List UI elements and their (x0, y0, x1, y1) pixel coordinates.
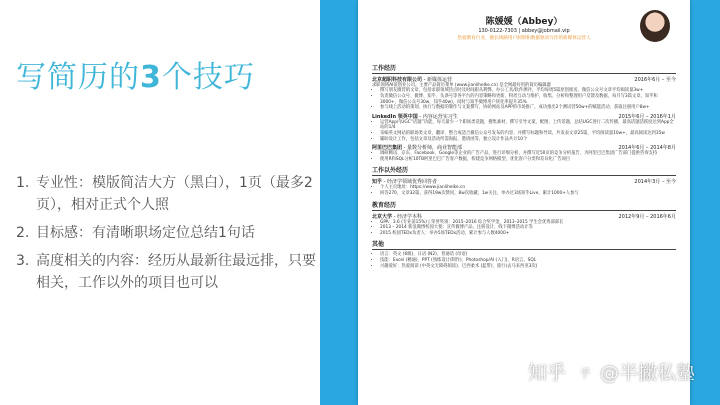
entry-role: - 量数分析师，商业智能部 (402, 145, 462, 152)
entry-header (372, 213, 676, 220)
entry-bullets (372, 151, 676, 162)
entry-org-role (372, 213, 422, 220)
resume-header (358, 0, 690, 60)
bullet-item: • GPA：3.6 (专业前15%) | 荣誉奖项：2015–2016 综合奖学金，2013–2015 学生会优秀部部长 (380, 220, 676, 226)
title-post: 个技巧 (161, 60, 255, 95)
resume-section (372, 239, 676, 269)
bullet-item: • 运营App内UGC“话题”功能，每天最少一个职场类话题，搜集素材、撰写引导文案、配图、上传话题，总结UGC进行二次传播，最高话题活跃度达到App全站的1/4 (380, 120, 676, 131)
resume-tagline: 热爱教育行业，擅长线路用户洞察和数据驱动写作的新媒体运营人 (457, 36, 591, 41)
resume-section (372, 200, 676, 237)
entry-role: - 新媒体运营 (422, 77, 452, 83)
bullet-item: • 负责微信公众号、微博、知乎、头条号等各平台的内容策略和更新，粉丝互动与维护，收集、分析和整理用户反馈及数据，每月写3篇文章，知乎和3000+，微信公众号30w，知乎40w)，同时与知乎微博用户转化率提升35% (380, 94, 676, 105)
entry-org: 阿里巴巴集团 (372, 145, 403, 152)
bullet-item: • 撰写朋友圈营销文章，包括求职领域热点时及时间跟从利弊、办公工具/软件测评，平均每周5篇原创推送，微信公众号文章平均阅读量3w+ (380, 88, 676, 94)
bullet-item: • 兴趣爱好：热爱阅读 (中英文无障碍阅读)、巴西柔术 (蓝带)、旅行(去马来西亚3次) (380, 264, 676, 270)
tip-text: 目标感：有清晰职场定位总结1句话 (36, 225, 255, 241)
section-title: 工作以外经历 (372, 165, 676, 176)
tip-number: 2. (16, 225, 30, 241)
entry-org: LinkedIn 领英中国 (372, 113, 418, 120)
entry-org: 北京超职科技有限公司 (372, 77, 423, 83)
entry-header (372, 113, 676, 120)
tip-number: 1. (16, 175, 30, 191)
watermark (528, 358, 695, 385)
experience-entry (372, 113, 676, 142)
bullet-item: • 语言：英文 (6级)、日语 (N2)、普通话 (母语) (380, 252, 676, 258)
tip-item (16, 222, 316, 244)
entry-header (372, 76, 676, 83)
watermark-platform: 知乎 (528, 362, 567, 384)
watermark-author: @半撇私塾 (600, 362, 696, 384)
entry-org: 知乎 (372, 179, 383, 186)
bullet-item: • 个人主页地址：https://www.jianlihelke.cn (380, 185, 676, 191)
bullet-item: • 2013 – 2014 新浪微博校园大使：宣传微博产品，注册设计，线下微博活动计等 (380, 225, 676, 231)
experience-entry (372, 178, 676, 196)
entry-date: 2016年6月 – 至今 (634, 77, 676, 83)
entry-bullets (372, 220, 676, 237)
experience-entry (372, 252, 676, 269)
bullet-item: • 2015 校园TEDx负责人：举办5场TEDx活动，累计参与人数4000+ (380, 231, 676, 237)
title-number: 3 (140, 60, 162, 95)
experience-entry (372, 213, 676, 237)
entry-bullets (372, 185, 676, 196)
tip-text: 高度相关的内容：经历从最新往最远排，只要相关，工作以外的项目也可以 (36, 253, 316, 291)
section-title: 其他 (372, 239, 676, 250)
experience-entry (372, 144, 676, 162)
resume-section (372, 165, 676, 196)
resume-contact: 130-0122-7303 | abbey@jobmail.vip (478, 28, 570, 34)
entry-date: 2015年6月 – 2016年1月 (618, 113, 676, 120)
entry-bullets (372, 252, 676, 269)
tip-number: 3. (16, 253, 30, 269)
section-title: 工作经历 (372, 63, 676, 74)
bullet-item: • 采编英文网站的职场类文章，翻译、整合成适合微信公众号发布的内容，并撰写标题和导读，共发表文章25篇，平均阅读量10w+，最高阅读达到35w (380, 131, 676, 137)
resume-name: 陈媛媛（Abbey） (485, 17, 563, 27)
bullet-item: • 回答270，文章32篇，获得19w次赞同，8w次收藏，1w关注，单办过3场知乎Live，累计1000+人参与 (380, 191, 676, 197)
entry-date: 2014年3月 – 至今 (634, 179, 676, 186)
tips-list (16, 172, 316, 300)
entry-org-role (372, 113, 458, 120)
entry-bullets (372, 88, 676, 110)
slide-title (16, 52, 255, 96)
entry-org: 北京大学 (372, 213, 393, 220)
tip-text: 专业性：模版简洁大方（黑白），1页（最多2页），相对正式个人照 (36, 175, 313, 213)
title-pre: 写简历的 (16, 60, 140, 95)
resume-section (372, 63, 676, 162)
resume-sections (358, 63, 690, 269)
bullet-item: • 技能：Excel (精通)、PPT (熟练设计/制作)、Photoshop/AI (入门)、R语言、SQL (380, 258, 676, 264)
tip-item (16, 172, 316, 216)
bullet-item: • 使用R和SQL分析10TB阿里巴巴广告客户数据，构建竞争网络模型，优化客户分类和差异化广告项目 (380, 157, 676, 163)
avatar-photo (640, 10, 670, 42)
bullet-item: • 辅助设计工作，包括文章及活动所需海报、邀请函等，独立设计作品共计10个 (380, 137, 676, 143)
entry-role: - 内容运营实习生 (417, 113, 458, 120)
resume-sample (358, 0, 690, 405)
entry-date: 2012年9月 – 2016年6月 (618, 213, 676, 220)
bullet-item: • 调研腾讯、京东、Facebook、Google等企业的广告产品，进行详细分析，并撰写近50页的竞争分析报告，为阿里巴巴集团广告部门提供咨询支持 (380, 151, 676, 157)
zhihu-logo-icon: 乎 (574, 363, 596, 385)
tip-item (16, 250, 316, 294)
experience-entry (372, 76, 676, 111)
entry-bullets (372, 120, 676, 142)
entry-role: - 经济学本科 (392, 213, 422, 220)
section-title: 教育经历 (372, 200, 676, 211)
entry-role: - 经济学领域优秀回答者 (382, 179, 437, 186)
entry-description: 求职领域AI前创业公司。主要产品简历菜单 (www.jianlihelke.cn) 是全网最好用的简历编辑器 (372, 83, 551, 88)
entry-org-role (372, 76, 452, 83)
entry-date: 2014年6月 – 2014年8月 (618, 145, 676, 152)
bullet-item: • 参与线上活动的策划、执行与数据的制作与文案撰写，协助网站及APP的市场推广，成功推出2个测试营50w+的赋能活动，获取注册用户8w+ (380, 105, 676, 111)
